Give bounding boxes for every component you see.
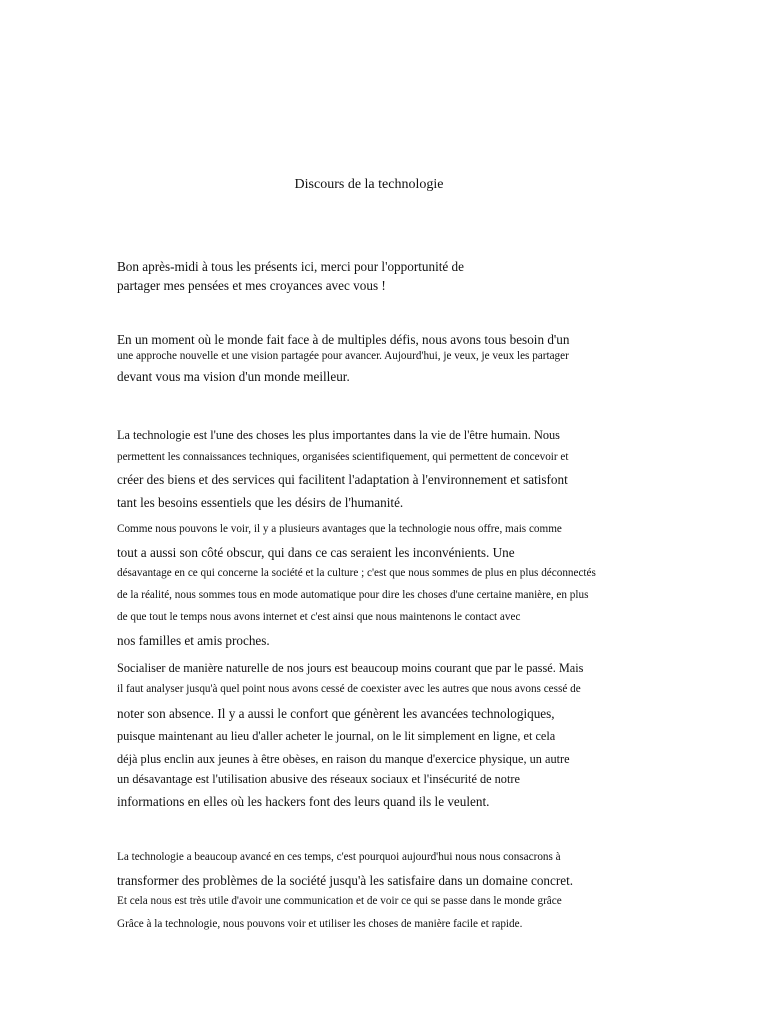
text-line: Bon après-midi à tous les présents ici, merci pour l'opportunité de <box>117 259 465 274</box>
text-line: La technologie a beaucoup avancé en ces temps, c'est pourquoi aujourd'hui nous nous consacrons à <box>117 851 561 863</box>
text-line: un désavantage est l'utilisation abusive des réseaux sociaux et l'insécurité de notre <box>117 772 520 786</box>
text-line: permettent les connaissances techniques, organisées scientifiquement, qui permettent de concevoir et <box>117 451 569 463</box>
text-line: déjà plus enclin aux jeunes à être obèses, en raison du manque d'exercice physique, un autre <box>117 752 570 766</box>
text-line: de la réalité, nous sommes tous en mode automatique pour dire les choses d'une certaine manière, en plus <box>117 589 589 601</box>
text-line: puisque maintenant au lieu d'aller acheter le journal, on le lit simplement en ligne, et cela <box>117 729 556 743</box>
text-line: devant vous ma vision d'un monde meilleur. <box>117 369 350 384</box>
text-line: transformer des problèmes de la société jusqu'à les satisfaire dans un domaine concret. <box>117 873 574 888</box>
text-line: il faut analyser jusqu'à quel point nous avons cessé de coexister avec les autres que nous avons cessé de <box>117 683 581 695</box>
text-line: Socialiser de manière naturelle de nos jours est beaucoup moins courant que par le passé. Mais <box>117 661 584 675</box>
text-line: nos familles et amis proches. <box>117 633 270 648</box>
text-line: désavantage en ce qui concerne la société et la culture ; c'est que nous sommes de plus en plus déconnectés <box>117 567 596 579</box>
text-line: En un moment où le monde fait face à de multiples défis, nous avons tous besoin d'un <box>117 332 570 347</box>
text-line: de que tout le temps nous avons internet et c'est ainsi que nous maintenons le contact avec <box>117 611 521 623</box>
text-line: La technologie est l'une des choses les plus importantes dans la vie de l'être humain. Nous <box>117 428 560 442</box>
text-line: tant les besoins essentiels que les désirs de l'humanité. <box>117 495 404 510</box>
document-title: Discours de la technologie <box>294 177 444 192</box>
text-line: Grâce à la technologie, nous pouvons voir et utiliser les choses de manière facile et rapide. <box>117 918 523 930</box>
text-line: Comme nous pouvons le voir, il y a plusieurs avantages que la technologie nous offre, mais comme <box>117 523 562 535</box>
text-line: noter son absence. Il y a aussi le confort que génèrent les avancées technologiques, <box>117 706 555 721</box>
text-line: créer des biens et des services qui facilitent l'adaptation à l'environnement et satisfont <box>117 472 568 487</box>
text-line: une approche nouvelle et une vision partagée pour avancer. Aujourd'hui, je veux, je veux les partager <box>117 350 569 362</box>
text-line: informations en elles où les hackers font des leurs quand ils le veulent. <box>117 794 490 809</box>
text-line: Et cela nous est très utile d'avoir une communication et de voir ce qui se passe dans le monde grâce <box>117 895 562 907</box>
text-line: tout a aussi son côté obscur, qui dans ce cas seraient les inconvénients. Une <box>117 545 515 560</box>
text-line: partager mes pensées et mes croyances avec vous ! <box>117 278 386 293</box>
